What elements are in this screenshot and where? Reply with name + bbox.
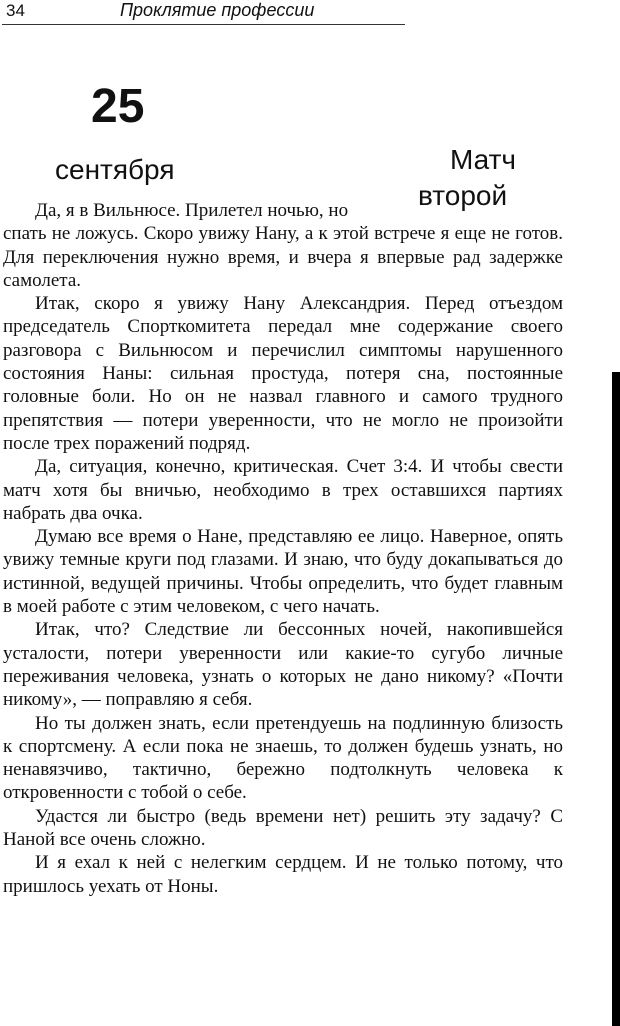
paragraph-6: Но ты должен знать, если претендуешь на подлинную близость к спортсмену. А если пока не знаешь, то должен будешь узнать, но ненавязчиво, тактично, бережно подтолкнуть человека к откровенности с тобой о себе. xyxy=(3,712,563,804)
entry-day: 25 xyxy=(91,80,145,133)
body-text xyxy=(3,199,563,898)
paragraph-8: И я ехал к ней с нелегким сердцем. И не только потому, что пришлось уехать от Ноны. xyxy=(3,852,563,897)
running-title: Проклятие профессии xyxy=(120,0,315,20)
paragraph-2: Итак, скоро я увижу Нану Александрия. Перед отъездом председатель Спорткомитета передал мне содержание своего разговора с Вильнюсом и перечислил симптомы нарушенного состояния Наны: сильная простуда, потеря сна, постоянные головные боли. Но он не назвал главного и самого трудного препятствия — потери уверенности, что не могло не произойти после трех поражений подряд. xyxy=(3,293,563,454)
paragraph-1-first-line: Да, я в Вильнюсе. Прилетел ночью, но xyxy=(35,200,349,221)
paragraph-5: Итак, что? Следствие ли бессонных ночей, накопившейся усталости, потери уверенности или какие-то сугубо личные переживания человека, узнать о которых не дано никому? «Почти никому», — поправляю я себя. xyxy=(3,619,563,711)
paragraph-1-rest: спать не ложусь. Скоро увижу Нану, а к этой встрече я еще не готов. Для переключения нужно время, и вчера я впервые рад задержке самолета. xyxy=(3,223,563,291)
page-number: 34 xyxy=(6,1,25,20)
entry-month: сентября xyxy=(55,154,175,185)
page-header xyxy=(2,0,405,25)
chapter-title-line1: Матч xyxy=(450,144,517,175)
paragraph-4: Думаю все время о Нане, представляю ее лицо. Наверное, опять увижу темные круги под глазами. И знаю, что буду докапываться до истинной, ведущей причины. Чтобы определить, что будет главным в моей работе с этим человеком, с чего начать. xyxy=(3,526,563,618)
chapter-title-line2: второй xyxy=(418,180,508,211)
paragraph-3: Да, ситуация, конечно, критическая. Счет 3:4. И чтобы свести матч хотя бы вничью, необходимо в трех оставшихся партиях набрать два очка. xyxy=(3,456,563,524)
paragraph-7: Удастся ли быстро (ведь времени нет) решить эту задачу? С Наной все очень сложно. xyxy=(3,805,563,851)
page-edge-shadow xyxy=(612,372,620,1026)
